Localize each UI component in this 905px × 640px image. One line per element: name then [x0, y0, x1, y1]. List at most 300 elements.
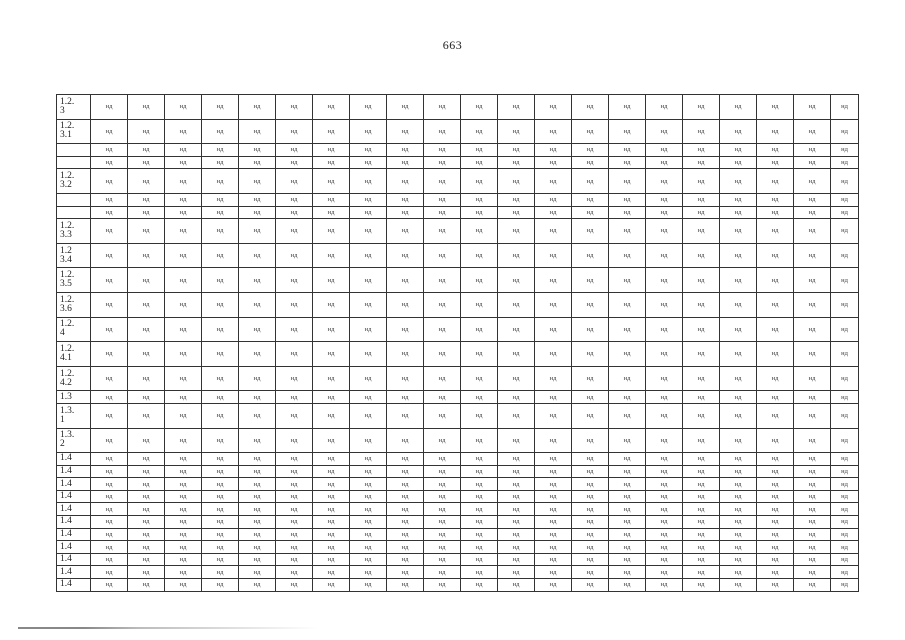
value-cell: нд — [128, 453, 165, 466]
value-cell: нд — [276, 169, 313, 194]
value-cell: нд — [350, 478, 387, 491]
value-cell: нд — [572, 553, 609, 566]
value-cell: нд — [239, 391, 276, 404]
value-cell: нд — [461, 219, 498, 244]
value-cell: нд — [424, 169, 461, 194]
value-cell: нд — [313, 219, 350, 244]
value-cell: нд — [498, 403, 535, 428]
value-cell: нд — [794, 453, 831, 466]
value-cell: нд — [239, 119, 276, 144]
value-cell: нд — [313, 516, 350, 529]
value-cell: нд — [535, 156, 572, 169]
value-cell: нд — [535, 268, 572, 293]
value-cell: нд — [239, 516, 276, 529]
value-cell: нд — [609, 465, 646, 478]
value-cell: нд — [646, 317, 683, 342]
value-cell: нд — [239, 206, 276, 219]
value-cell: нд — [757, 465, 794, 478]
value-cell: нд — [91, 292, 128, 317]
value-cell: нд — [646, 478, 683, 491]
value-cell: нд — [91, 566, 128, 579]
value-cell: нд — [424, 553, 461, 566]
value-cell: нд — [202, 453, 239, 466]
value-cell: нд — [165, 403, 202, 428]
value-cell: нд — [831, 268, 859, 293]
value-cell: нд — [646, 156, 683, 169]
value-cell: нд — [720, 156, 757, 169]
value-cell: нд — [609, 490, 646, 503]
value-cell: нд — [609, 503, 646, 516]
value-cell: нд — [239, 528, 276, 541]
value-cell: нд — [461, 317, 498, 342]
value-cell: нд — [202, 579, 239, 592]
value-cell: нд — [646, 503, 683, 516]
value-cell: нд — [202, 119, 239, 144]
value-cell: нд — [202, 268, 239, 293]
value-cell: нд — [424, 478, 461, 491]
scan-edge-mark — [18, 627, 318, 629]
value-cell: нд — [461, 516, 498, 529]
row-code-cell: 1.2. 3.6 — [57, 292, 91, 317]
value-cell: нд — [720, 478, 757, 491]
value-cell: нд — [831, 219, 859, 244]
value-cell: нд — [720, 541, 757, 554]
value-cell: нд — [646, 292, 683, 317]
value-cell: нд — [313, 268, 350, 293]
value-cell: нд — [91, 553, 128, 566]
value-cell: нд — [387, 366, 424, 391]
value-cell: нд — [720, 516, 757, 529]
value-cell: нд — [572, 579, 609, 592]
value-cell: нд — [202, 566, 239, 579]
value-cell: нд — [239, 566, 276, 579]
value-cell: нд — [498, 95, 535, 120]
value-cell: нд — [831, 193, 859, 206]
table-row — [57, 528, 859, 541]
value-cell: нд — [609, 219, 646, 244]
value-cell: нд — [757, 528, 794, 541]
value-cell: нд — [683, 219, 720, 244]
value-cell: нд — [831, 206, 859, 219]
value-cell: нд — [683, 156, 720, 169]
value-cell: нд — [720, 553, 757, 566]
value-cell: нд — [239, 193, 276, 206]
value-cell: нд — [424, 516, 461, 529]
value-cell: нд — [239, 490, 276, 503]
value-cell: нд — [387, 169, 424, 194]
value-cell: нд — [387, 317, 424, 342]
value-cell: нд — [461, 144, 498, 157]
value-cell: нд — [276, 541, 313, 554]
value-cell: нд — [757, 95, 794, 120]
value-cell: нд — [350, 206, 387, 219]
value-cell: нд — [350, 268, 387, 293]
value-cell: нд — [683, 317, 720, 342]
value-cell: нд — [276, 206, 313, 219]
value-cell: нд — [646, 95, 683, 120]
row-code-cell: 1.4 — [57, 553, 91, 566]
value-cell: нд — [128, 490, 165, 503]
value-cell: нд — [165, 553, 202, 566]
row-code-cell: 1.4 — [57, 528, 91, 541]
value-cell: нд — [202, 219, 239, 244]
value-cell: нд — [720, 243, 757, 268]
value-cell: нд — [498, 528, 535, 541]
value-cell: нд — [498, 156, 535, 169]
value-cell: нд — [498, 428, 535, 453]
table-row — [57, 119, 859, 144]
value-cell: нд — [91, 317, 128, 342]
value-cell: нд — [239, 503, 276, 516]
value-cell: нд — [831, 478, 859, 491]
value-cell: нд — [572, 95, 609, 120]
value-cell: нд — [535, 292, 572, 317]
value-cell: нд — [757, 516, 794, 529]
value-cell: нд — [683, 292, 720, 317]
value-cell: нд — [794, 206, 831, 219]
value-cell: нд — [646, 528, 683, 541]
value-cell: нд — [387, 119, 424, 144]
value-cell: нд — [91, 144, 128, 157]
value-cell: нд — [165, 490, 202, 503]
value-cell: нд — [461, 541, 498, 554]
value-cell: нд — [794, 119, 831, 144]
value-cell: нд — [535, 403, 572, 428]
value-cell: нд — [498, 317, 535, 342]
value-cell: нд — [461, 268, 498, 293]
value-cell: нд — [794, 95, 831, 120]
value-cell: нд — [91, 391, 128, 404]
value-cell: нд — [535, 95, 572, 120]
table-row — [57, 292, 859, 317]
value-cell: нд — [572, 243, 609, 268]
value-cell: нд — [646, 428, 683, 453]
value-cell: нд — [572, 465, 609, 478]
value-cell: нд — [535, 490, 572, 503]
value-cell: нд — [498, 391, 535, 404]
value-cell: нд — [239, 144, 276, 157]
value-cell: нд — [313, 503, 350, 516]
value-cell: нд — [461, 366, 498, 391]
value-cell: нд — [239, 243, 276, 268]
row-code-cell: 1.4 — [57, 503, 91, 516]
value-cell: нд — [683, 391, 720, 404]
value-cell: нд — [128, 553, 165, 566]
value-cell: нд — [202, 478, 239, 491]
value-cell: нд — [609, 156, 646, 169]
value-cell: нд — [276, 478, 313, 491]
value-cell: нд — [424, 206, 461, 219]
value-cell: нд — [313, 428, 350, 453]
value-cell: нд — [535, 206, 572, 219]
value-cell: нд — [276, 366, 313, 391]
value-cell: нд — [424, 219, 461, 244]
value-cell: нд — [424, 95, 461, 120]
value-cell: нд — [794, 503, 831, 516]
table-row — [57, 268, 859, 293]
value-cell: нд — [498, 292, 535, 317]
value-cell: нд — [128, 193, 165, 206]
value-cell: нд — [239, 268, 276, 293]
value-cell: нд — [757, 453, 794, 466]
value-cell: нд — [646, 268, 683, 293]
value-cell: нд — [461, 193, 498, 206]
value-cell: нд — [276, 292, 313, 317]
value-cell: нд — [720, 528, 757, 541]
row-code-cell: 1.3. 2 — [57, 428, 91, 453]
table-row — [57, 478, 859, 491]
value-cell: нд — [202, 206, 239, 219]
value-cell: нд — [387, 292, 424, 317]
value-cell: нд — [350, 156, 387, 169]
value-cell: нд — [424, 268, 461, 293]
value-cell: нд — [387, 403, 424, 428]
value-cell: нд — [424, 119, 461, 144]
value-cell: нд — [831, 156, 859, 169]
value-cell: нд — [646, 366, 683, 391]
value-cell: нд — [609, 516, 646, 529]
value-cell: нд — [794, 428, 831, 453]
value-cell: нд — [91, 516, 128, 529]
value-cell: нд — [128, 465, 165, 478]
value-cell: нд — [535, 219, 572, 244]
value-cell: нд — [683, 342, 720, 367]
value-cell: нд — [831, 490, 859, 503]
row-code-cell: 1.2. 3.3 — [57, 219, 91, 244]
value-cell: нд — [646, 566, 683, 579]
value-cell: нд — [91, 503, 128, 516]
value-cell: нд — [535, 528, 572, 541]
value-cell: нд — [720, 366, 757, 391]
value-cell: нд — [387, 219, 424, 244]
value-cell: нд — [276, 528, 313, 541]
value-cell: нд — [535, 391, 572, 404]
value-cell: нд — [165, 465, 202, 478]
value-cell: нд — [128, 528, 165, 541]
value-cell: нд — [461, 243, 498, 268]
value-cell: нд — [683, 490, 720, 503]
value-cell: нд — [609, 366, 646, 391]
table-row — [57, 490, 859, 503]
value-cell: нд — [720, 579, 757, 592]
value-cell: нд — [165, 268, 202, 293]
row-code-cell: 1.2. 4.2 — [57, 366, 91, 391]
value-cell: нд — [831, 342, 859, 367]
value-cell: нд — [128, 478, 165, 491]
value-cell: нд — [794, 490, 831, 503]
value-cell: нд — [313, 465, 350, 478]
value-cell: нд — [757, 366, 794, 391]
value-cell: нд — [128, 268, 165, 293]
value-cell: нд — [165, 156, 202, 169]
value-cell: нд — [498, 342, 535, 367]
value-cell: нд — [91, 342, 128, 367]
value-cell: нд — [535, 144, 572, 157]
value-cell: нд — [387, 268, 424, 293]
value-cell: нд — [609, 566, 646, 579]
value-cell: нд — [165, 391, 202, 404]
value-cell: нд — [91, 465, 128, 478]
value-cell: нд — [165, 292, 202, 317]
row-code-cell: 1.2. 4.1 — [57, 342, 91, 367]
row-code-cell — [57, 156, 91, 169]
value-cell: нд — [128, 95, 165, 120]
row-code-cell: 1.4 — [57, 490, 91, 503]
row-code-cell: 1.2. 3.2 — [57, 169, 91, 194]
value-cell: нд — [535, 553, 572, 566]
value-cell: нд — [387, 465, 424, 478]
value-cell: нд — [757, 391, 794, 404]
value-cell: нд — [720, 428, 757, 453]
value-cell: нд — [424, 566, 461, 579]
value-cell: нд — [350, 428, 387, 453]
value-cell: нд — [609, 144, 646, 157]
value-cell: нд — [424, 453, 461, 466]
value-cell: нд — [202, 169, 239, 194]
value-cell: нд — [128, 516, 165, 529]
value-cell: нд — [794, 566, 831, 579]
value-cell: нд — [683, 403, 720, 428]
value-cell: нд — [313, 193, 350, 206]
value-cell: нд — [461, 428, 498, 453]
value-cell: нд — [424, 366, 461, 391]
row-code-cell — [57, 206, 91, 219]
value-cell: нд — [276, 403, 313, 428]
value-cell: нд — [646, 193, 683, 206]
value-cell: нд — [276, 453, 313, 466]
value-cell: нд — [535, 317, 572, 342]
value-cell: нд — [794, 219, 831, 244]
table-row — [57, 95, 859, 120]
value-cell: нд — [202, 391, 239, 404]
value-cell: нд — [461, 292, 498, 317]
value-cell: нд — [387, 144, 424, 157]
value-cell: нд — [794, 403, 831, 428]
value-cell: нд — [350, 366, 387, 391]
value-cell: нд — [794, 243, 831, 268]
value-cell: нд — [572, 403, 609, 428]
value-cell: нд — [498, 268, 535, 293]
value-cell: нд — [535, 119, 572, 144]
value-cell: нд — [535, 366, 572, 391]
value-cell: нд — [646, 169, 683, 194]
value-cell: нд — [831, 317, 859, 342]
table-row — [57, 243, 859, 268]
value-cell: нд — [683, 144, 720, 157]
value-cell: нд — [387, 516, 424, 529]
value-cell: нд — [165, 478, 202, 491]
value-cell: нд — [128, 156, 165, 169]
value-cell: нд — [609, 391, 646, 404]
row-code-cell: 1.4 — [57, 516, 91, 529]
value-cell: нд — [165, 95, 202, 120]
value-cell: нд — [535, 566, 572, 579]
value-cell: нд — [609, 243, 646, 268]
value-cell: нд — [313, 342, 350, 367]
value-cell: нд — [572, 317, 609, 342]
value-cell: нд — [387, 342, 424, 367]
row-code-cell: 1.2. 3.1 — [57, 119, 91, 144]
value-cell: нд — [202, 516, 239, 529]
value-cell: нд — [461, 206, 498, 219]
value-cell: нд — [91, 156, 128, 169]
value-cell: нд — [498, 516, 535, 529]
value-cell: нд — [498, 169, 535, 194]
value-cell: нд — [424, 428, 461, 453]
table-row — [57, 391, 859, 404]
value-cell: нд — [276, 317, 313, 342]
value-cell: нд — [498, 478, 535, 491]
value-cell: нд — [646, 391, 683, 404]
value-cell: нд — [128, 428, 165, 453]
value-cell: нд — [461, 465, 498, 478]
table-row — [57, 579, 859, 592]
value-cell: нд — [720, 193, 757, 206]
value-cell: нд — [794, 391, 831, 404]
value-cell: нд — [461, 95, 498, 120]
value-cell: нд — [239, 169, 276, 194]
value-cell: нд — [202, 156, 239, 169]
value-cell: нд — [572, 453, 609, 466]
value-cell: нд — [202, 366, 239, 391]
value-cell: нд — [387, 206, 424, 219]
value-cell: нд — [91, 206, 128, 219]
value-cell: нд — [757, 541, 794, 554]
value-cell: нд — [239, 453, 276, 466]
value-cell: нд — [350, 490, 387, 503]
page-number: 663 — [442, 38, 463, 52]
value-cell: нд — [276, 342, 313, 367]
value-cell: нд — [683, 366, 720, 391]
row-code-cell: 1.4 — [57, 566, 91, 579]
value-cell: нд — [313, 553, 350, 566]
value-cell: нд — [461, 566, 498, 579]
value-cell: нд — [683, 268, 720, 293]
value-cell: нд — [128, 503, 165, 516]
value-cell: нд — [313, 292, 350, 317]
value-cell: нд — [720, 95, 757, 120]
value-cell: нд — [831, 553, 859, 566]
row-code-cell: 1.4 — [57, 465, 91, 478]
value-cell: нд — [683, 566, 720, 579]
value-cell: нд — [165, 243, 202, 268]
value-cell: нд — [757, 403, 794, 428]
value-cell: нд — [683, 193, 720, 206]
value-cell: нд — [239, 366, 276, 391]
value-cell: нд — [609, 206, 646, 219]
table-row — [57, 553, 859, 566]
value-cell: нд — [535, 465, 572, 478]
value-cell: нд — [646, 453, 683, 466]
value-cell: нд — [831, 144, 859, 157]
value-cell: нд — [276, 503, 313, 516]
value-cell: нд — [683, 243, 720, 268]
value-cell: нд — [646, 342, 683, 367]
value-cell: нд — [461, 156, 498, 169]
value-cell: нд — [387, 453, 424, 466]
value-cell: нд — [683, 453, 720, 466]
value-cell: нд — [239, 553, 276, 566]
value-cell: нд — [498, 579, 535, 592]
table-row — [57, 156, 859, 169]
data-table — [56, 94, 859, 592]
value-cell: нд — [498, 453, 535, 466]
value-cell: нд — [202, 528, 239, 541]
value-cell: нд — [572, 528, 609, 541]
value-cell: нд — [387, 541, 424, 554]
value-cell: нд — [646, 243, 683, 268]
value-cell: нд — [276, 465, 313, 478]
